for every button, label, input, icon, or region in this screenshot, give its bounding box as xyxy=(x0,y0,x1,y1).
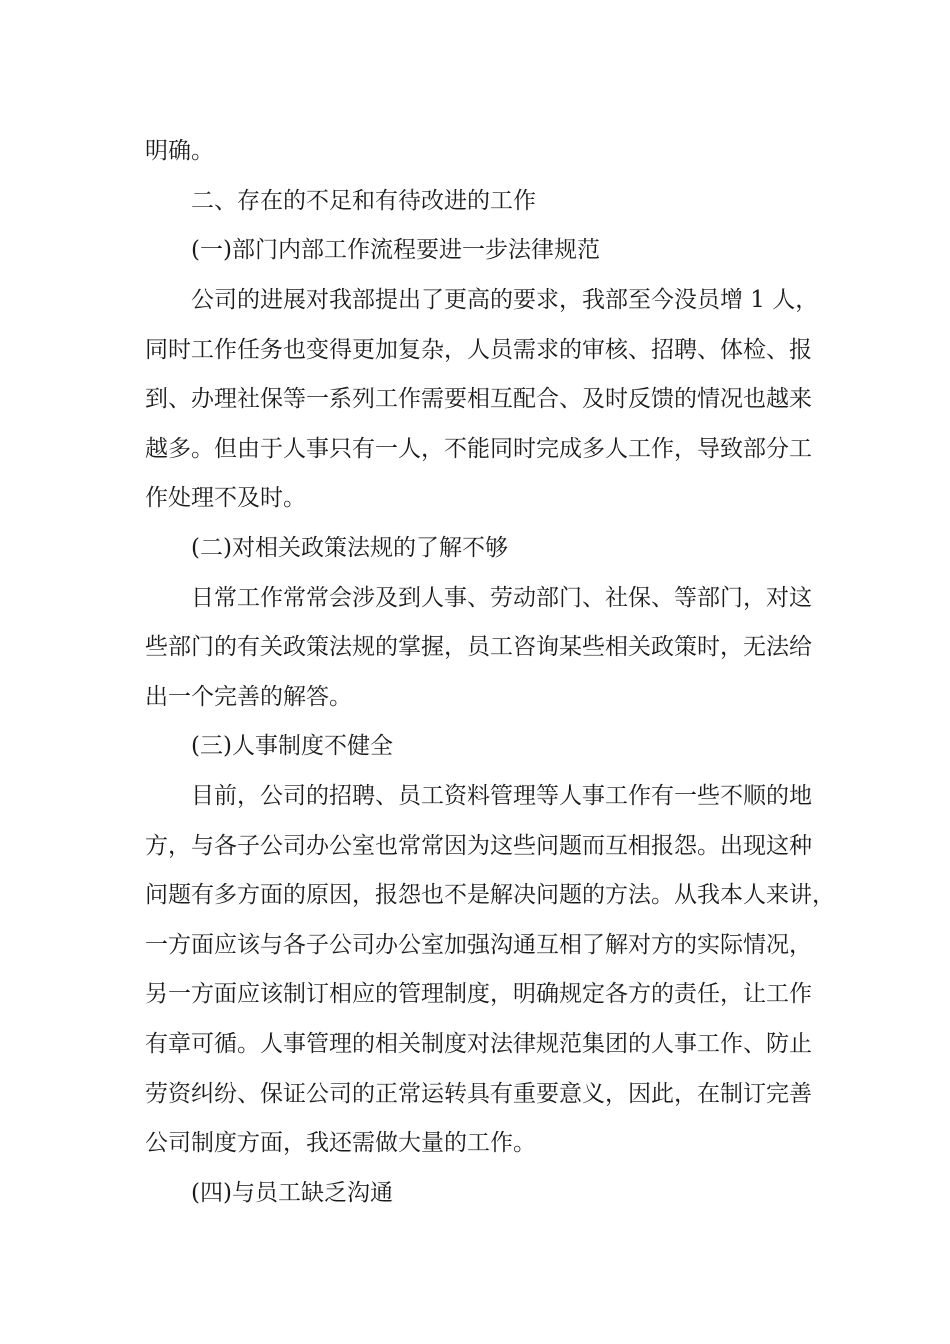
text-line: 明确。 xyxy=(145,138,214,164)
text-line: 公司的进展对我部提出了更高的要求，我部至今没员增 1 人， xyxy=(191,287,819,313)
text-line: 日常工作常常会涉及到人事、劳动部门、社保、等部门，对这 xyxy=(191,585,812,611)
subsection-heading: (二)对相关政策法规的了解不够 xyxy=(191,535,508,561)
text-line: 到、办理社保等一系列工作需要相互配合、及时反馈的情况也越来 xyxy=(145,386,812,412)
subsection-heading: (三)人事制度不健全 xyxy=(191,733,393,759)
text-line: 公司制度方面，我还需做大量的工作。 xyxy=(145,1130,536,1156)
text-line: 有章可循。人事管理的相关制度对法律规范集团的人事工作、防止 xyxy=(145,1031,812,1057)
text-line: 作处理不及时。 xyxy=(145,485,306,511)
text-line: 问题有多方面的原因，报怨也不是解决问题的方法。从我本人来讲， xyxy=(145,882,835,908)
text-line: 些部门的有关政策法规的掌握，员工咨询某些相关政策时，无法给 xyxy=(145,634,812,660)
section-heading: 二、存在的不足和有待改进的工作 xyxy=(191,188,536,214)
text-line: 劳资纠纷、保证公司的正常运转具有重要意义，因此，在制订完善 xyxy=(145,1081,812,1107)
text-line: 一方面应该与各子公司办公室加强沟通互相了解对方的实际情况， xyxy=(145,932,812,958)
text-line: 出一个完善的解答。 xyxy=(145,684,352,710)
text-line: 另一方面应该制订相应的管理制度，明确规定各方的责任，让工作 xyxy=(145,981,812,1007)
text-line: 目前，公司的招聘、员工资料管理等人事工作有一些不顺的地 xyxy=(191,783,812,809)
text-line: 同时工作任务也变得更加复杂，人员需求的审核、招聘、体检、报 xyxy=(145,337,812,363)
text-line: 越多。但由于人事只有一人，不能同时完成多人工作，导致部分工 xyxy=(145,436,812,462)
subsection-heading: (一)部门内部工作流程要进一步法律规范 xyxy=(191,237,600,263)
text-line: 方，与各子公司办公室也常常因为这些问题而互相报怨。出现这种 xyxy=(145,833,812,859)
subsection-heading: (四)与员工缺乏沟通 xyxy=(191,1180,393,1206)
